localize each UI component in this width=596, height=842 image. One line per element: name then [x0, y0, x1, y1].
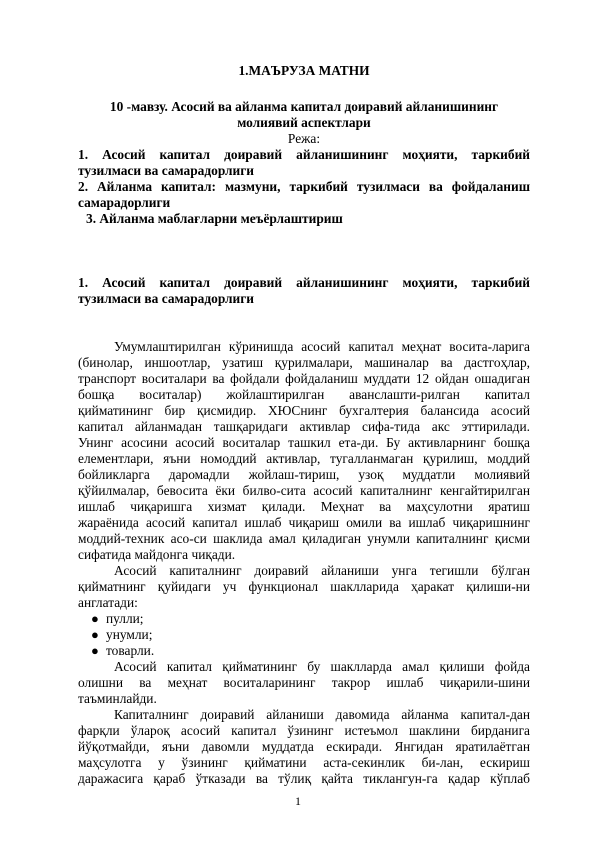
para4-line: Капиталнинг доиравий айланиши давомида айланма капитал-дан	[114, 707, 530, 722]
para1-line: (бинолар, иншоотлар, узатиш қурилмалари, машиналар ва дастгоҳлар,	[78, 355, 530, 370]
heading: 1.МАЪРУЗА МАТНИ	[238, 63, 370, 78]
para1-line: бойликларга даромадли жойлаш-тириш, узоқ муддатли молиявий	[78, 467, 530, 482]
para3-line: таъминлайди.	[78, 691, 157, 706]
plan-item-1-line-1: 1. Асосий капитал доиравий айланишининг моҳияти, таркибий	[78, 147, 530, 162]
bullet-icon: ●	[91, 611, 99, 626]
plan-item-2-line-2: самарадорлиги	[78, 195, 171, 210]
bullet-icon: ●	[91, 627, 99, 642]
plan-item-3: 3. Айланма маблағларни меъёрлаштириш	[86, 211, 343, 226]
page-number: 1	[295, 794, 301, 808]
para1-line: сифатида майдонга чиқади.	[78, 547, 236, 562]
section-1-title-line-2: тузилмаси ва самарадорлиги	[78, 291, 254, 306]
para1-line: бошқа воситалар) жойлаштирилган аванслашти-рилган капитал	[78, 387, 530, 402]
para1-line: елементлари, яъни номоддий активлар, тугалланмаган қурилиш, моддий	[78, 451, 530, 466]
para1-line: жараёнида асосий капитал ишлаб чиқариш омили ва ишлаб чиқаришнинг	[78, 515, 530, 530]
para1-line: қийматининг бир қисмидир. ХЮСнинг бухгалтерия балансида асосий	[78, 403, 530, 418]
section-1-title-line-1: 1. Асосий капитал доиравий айланишининг моҳияти, таркибий	[78, 275, 530, 290]
para1-line: моддий-техник асо-си шаклида амал қиладиган унумли капиталнинг қисми	[78, 531, 530, 546]
para2-line: қийматнинг қуйидаги уч функционал шаклларида ҳаракат қилиши-ни	[78, 579, 530, 594]
plan-item-2-line-1: 2. Айланма капитал: мазмуни, таркибий тузилмаси ва фойдаланиш	[78, 179, 530, 194]
bullet-item: пулли;	[106, 611, 144, 626]
para1-line: капитал айланмадан ташқаридаги активлар сифа-тида акс эттирилади.	[78, 419, 530, 434]
topic-line-1: 10 -мавзу. Асосий ва айланма капитал доиравий айланишининг	[109, 99, 499, 114]
para1-line: ишлаб чиқаришга хизмат қилади. Меҳнат ва маҳсулотни яратиш	[78, 499, 530, 514]
plan-label: Режа:	[287, 131, 321, 146]
bullet-icon: ●	[91, 643, 99, 658]
plan-item-1-line-2: тузилмаси ва самарадорлиги	[78, 163, 254, 178]
bullet-item: товарли.	[106, 643, 155, 658]
para2-line: англатади:	[78, 595, 138, 610]
para4-line: маҳсулотга у ўзининг қийматини аста-секинлик би-лан, ескириш	[78, 755, 530, 770]
para4-line: даражасига қараб ўтказади ва тўлиқ қайта тиклангун-га қадар кўплаб	[78, 771, 530, 786]
para1-line: қўйилмалар, бевосита ёки билво-сита асосий капиталнинг кенгайтирилган	[78, 483, 530, 498]
para3-line: Асосий капитал қийматининг бу шаклларда амал қилиши фойда	[114, 659, 530, 674]
para4-line: фарқли ўлароқ асосий капитал ўзининг истеъмол шаклини бирданига	[78, 723, 530, 738]
para3-line: олишни ва меҳнат воситаларининг такрор ишлаб чиқарили-шини	[78, 675, 530, 690]
para1-line: Умумлаштирилган кўринишда асосий капитал меҳнат восита-ларига	[114, 339, 530, 354]
bullet-item: унумли;	[106, 627, 153, 642]
para1-line: транспорт воситалари ва фойдали фойдаланиш муддати 12 ойдан ошадиган	[78, 371, 530, 386]
para2-line: Асосий капиталнинг доиравий айланиши унга тегишли бўлган	[114, 563, 530, 578]
topic-line-2: молиявий аспектлари	[237, 115, 371, 130]
para4-line: йўқотмайди, яъни давомли муддатда ескиради. Янгидан яратилаётган	[78, 739, 530, 754]
para1-line: Унинг асосини асосий воситалар ташкил ета-ди. Бу активларнинг бошқа	[78, 435, 530, 450]
